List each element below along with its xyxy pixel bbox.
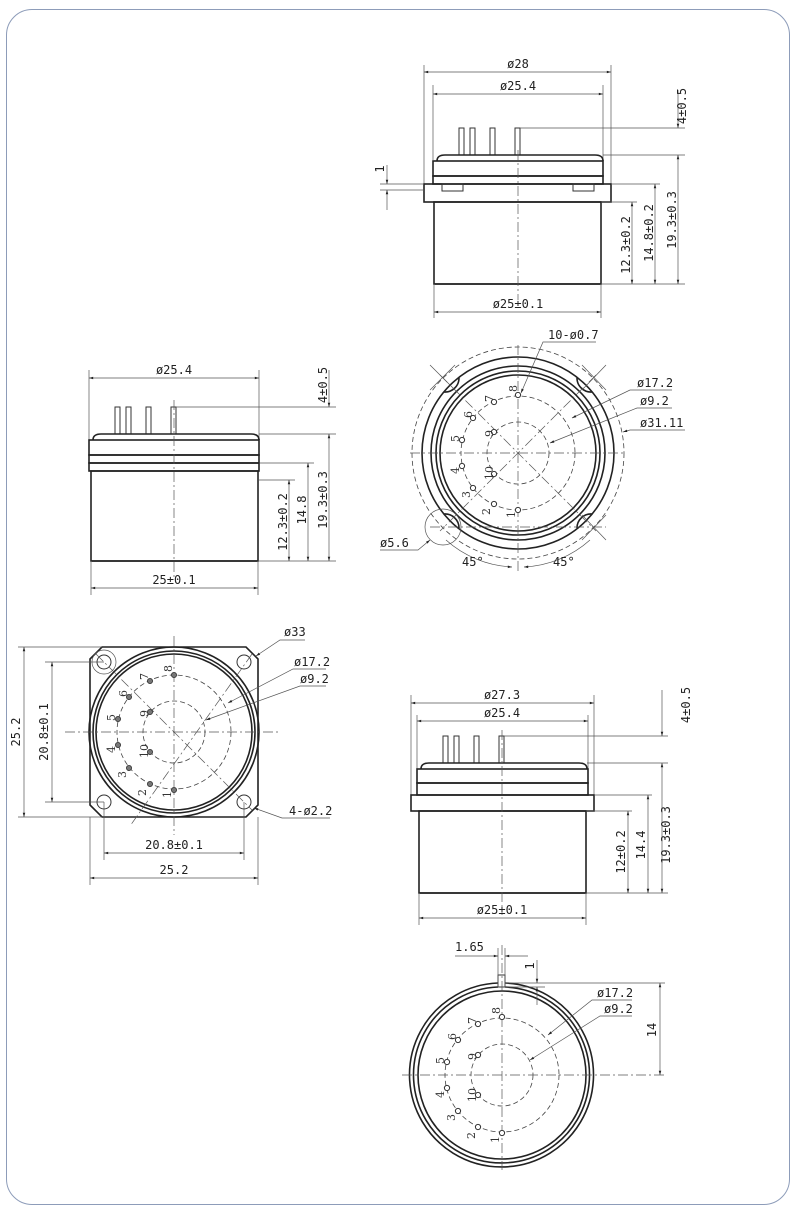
pin-label: 9 (483, 430, 496, 437)
pin-label: 3 (445, 1114, 458, 1121)
pin-label: 7 (483, 395, 496, 402)
dim-h2: 14.8±0.2 (642, 204, 656, 262)
dim-pin-length: 4±0.5 (316, 366, 330, 404)
pin-label: 10 (466, 1088, 479, 1102)
dim-inner-circle: ø9.2 (300, 672, 329, 686)
keyed-plan (402, 940, 665, 1170)
pin-label: 10 (138, 744, 151, 758)
dim-angle-right: 45° (553, 555, 575, 569)
pin-label: 8 (162, 665, 175, 672)
dim-inner-circle: ø9.2 (640, 394, 669, 408)
dim-hole-spacing-h: 20.8±0.1 (145, 838, 203, 852)
pin-label: 2 (136, 789, 149, 796)
pin-label: 4 (449, 467, 462, 474)
dim-pin-length: 4±0.5 (675, 87, 689, 125)
dim-base-dia: 25±0.1 (152, 573, 196, 587)
dim-mount-holes: 4-ø2.2 (289, 804, 333, 818)
pin-label: 5 (105, 714, 118, 721)
dim-h3: 19.3±0.3 (665, 191, 679, 249)
dim-flange-dia: ø28 (507, 57, 529, 71)
dim-hole-spacing-v: 20.8±0.1 (37, 703, 51, 761)
pin-label: 7 (138, 673, 151, 680)
pin-label: 5 (449, 435, 462, 442)
dim-outer-dia: ø31.11 (640, 416, 684, 430)
dim-key-width: 1.65 (455, 940, 484, 954)
round-flange-plan (380, 328, 685, 572)
dim-body-dia: ø25.4 (155, 363, 193, 377)
side-view-plain (89, 363, 336, 595)
dim-flange-thickness: 1 (373, 165, 387, 173)
dim-key-depth: 1 (523, 962, 537, 970)
dim-notch-dia: ø5.6 (380, 536, 409, 550)
dim-body-dia: ø25.4 (483, 706, 521, 720)
dim-h1: 12.3±0.2 (619, 216, 633, 274)
pin-label: 10 (483, 466, 496, 480)
pin-label: 4 (105, 746, 118, 753)
dim-flange-w: 25.2 (159, 863, 189, 877)
pin-label: 3 (116, 771, 129, 778)
dim-pin-circle: ø17.2 (597, 986, 634, 1000)
pin-label: 5 (434, 1057, 447, 1064)
dim-pin-holes: 10-ø0.7 (548, 328, 599, 342)
dim-base-dia: ø25±0.1 (476, 903, 528, 917)
pin-label: 6 (462, 411, 475, 418)
dim-h3: 19.3±0.3 (659, 806, 673, 864)
dim-h1: 12±0.2 (614, 830, 628, 874)
pin-label: 9 (138, 710, 151, 717)
square-flange-plan (9, 625, 332, 885)
dim-angle-left: 45° (462, 555, 484, 569)
pin-label: 2 (465, 1132, 478, 1139)
pin-label: 1 (489, 1136, 502, 1143)
dim-pin-circle: ø17.2 (294, 655, 331, 669)
dim-h3: 19.3±0.3 (316, 471, 330, 529)
dim-body-dia: ø25.4 (499, 79, 537, 93)
pin-label: 1 (161, 791, 174, 798)
dim-flange-h: 25.2 (9, 717, 23, 747)
dim-h2: 14.4 (634, 830, 648, 860)
dim-pin-length: 4±0.5 (679, 686, 693, 724)
dim-outer-dia: ø33 (284, 625, 306, 639)
pin-label: 9 (466, 1053, 479, 1060)
pin-label: 8 (490, 1007, 503, 1014)
pin-label: 6 (117, 690, 130, 697)
dim-inner-circle: ø9.2 (604, 1002, 633, 1016)
pin-label: 8 (507, 385, 520, 392)
dim-collar-dia: ø27.3 (483, 688, 521, 702)
dim-key-offset: 14 (645, 1022, 659, 1038)
pin-label: 3 (460, 491, 473, 498)
pin-label: 7 (466, 1017, 479, 1024)
dim-h2: 14.8 (295, 495, 309, 525)
dim-base-dia: ø25±0.1 (492, 297, 544, 311)
pin-label: 4 (434, 1091, 447, 1098)
pin-label: 2 (480, 508, 493, 515)
dim-h1: 12.3±0.2 (276, 493, 290, 551)
side-view-top (373, 57, 689, 318)
side-view-collar (411, 687, 693, 925)
pin-label: 6 (446, 1033, 459, 1040)
pin-label: 1 (505, 511, 518, 518)
dim-pin-circle: ø17.2 (637, 376, 674, 390)
